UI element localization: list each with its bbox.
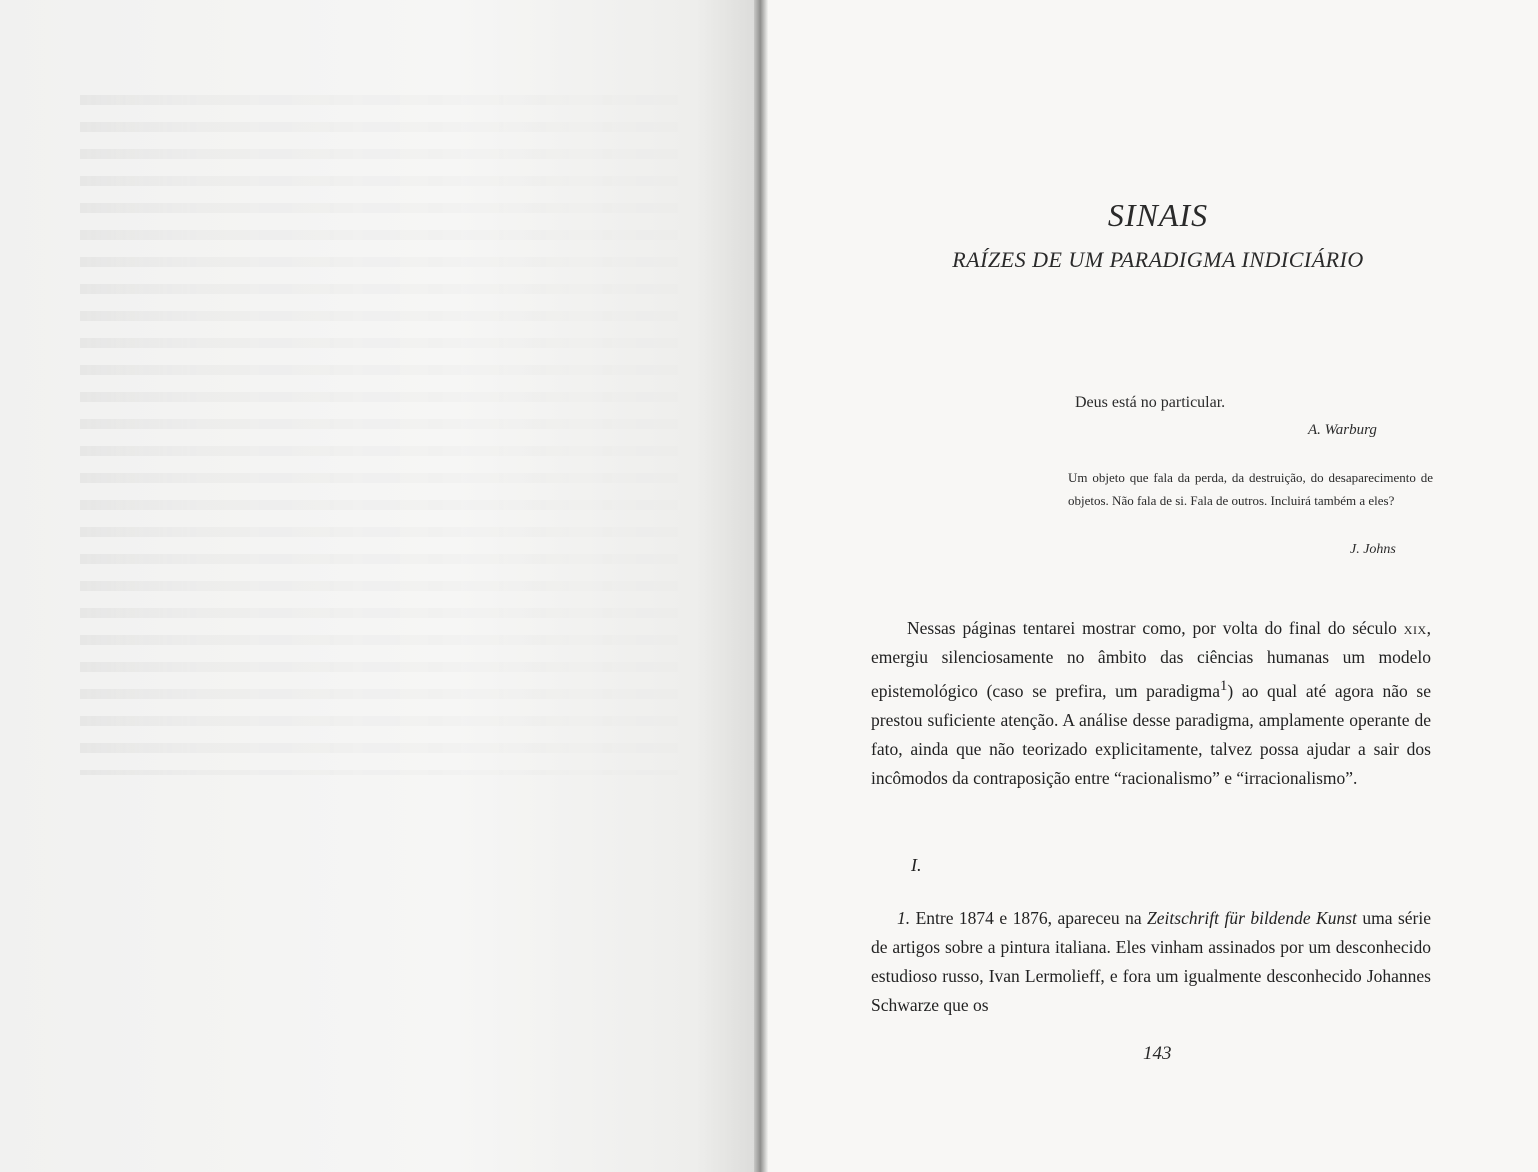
intro-paragraph-part-1: Nessas páginas tentarei mostrar como, por volta do final do século <box>907 618 1404 638</box>
left-page <box>0 0 756 1172</box>
epigraph-warburg-author: A. Warburg <box>1308 422 1377 438</box>
bleed-through-text <box>80 95 680 775</box>
chapter-title: SINAIS <box>1107 197 1209 233</box>
journal-title: Zeitschrift für bildende Kunst <box>1147 908 1357 928</box>
book-gutter <box>754 0 768 1172</box>
epigraph-johns-author: J. Johns <box>1350 542 1396 557</box>
intro-paragraph-part-2: , emergiu silenciosamente no âmbito das ciências humanas um modelo epistemológico (caso se prefira, um paradigma <box>871 618 1431 701</box>
epigraph-warburg-text: Deus está no particular. <box>1075 394 1226 411</box>
epigraph-johns-text: Um objeto que fala da perda, da destruição, do desaparecimento de objetos. Não fala de si. Fala de outros. Incluirá também a eles? <box>1068 470 1433 508</box>
intro-paragraph-part-3: ) ao qual até agora não se prestou suficiente atenção. A análise desse paradigma, amplamente operante de fato, ainda que não teorizado explicitamente, talvez possa ajudar a sair dos incômodos da contraposição entre “racionalismo” e “irracionalismo”. <box>871 680 1431 788</box>
century-numeral: xix <box>1403 618 1427 638</box>
chapter-subtitle: RAÍZES DE UM PARADIGMA INDICIÁRIO <box>952 247 1364 272</box>
section-paragraph-part-2: uma série de artigos sobre a pintura italiana. Eles vinham assinados por um desconhecido estudioso russo, Ivan Lermolieff, e fora um igualmente desconhecido Johannes Schwarze que os <box>871 908 1431 1015</box>
right-page <box>768 0 1538 1172</box>
section-1-paragraph <box>871 904 1431 1020</box>
footnote-marker: 1 <box>1220 678 1228 694</box>
intro-paragraph <box>871 614 1431 793</box>
page-number: 143 <box>1143 1043 1172 1064</box>
section-paragraph-part-1: Entre 1874 e 1876, apareceu na <box>910 908 1148 928</box>
paragraph-number: 1. <box>897 908 911 928</box>
section-heading: I. <box>911 855 922 875</box>
